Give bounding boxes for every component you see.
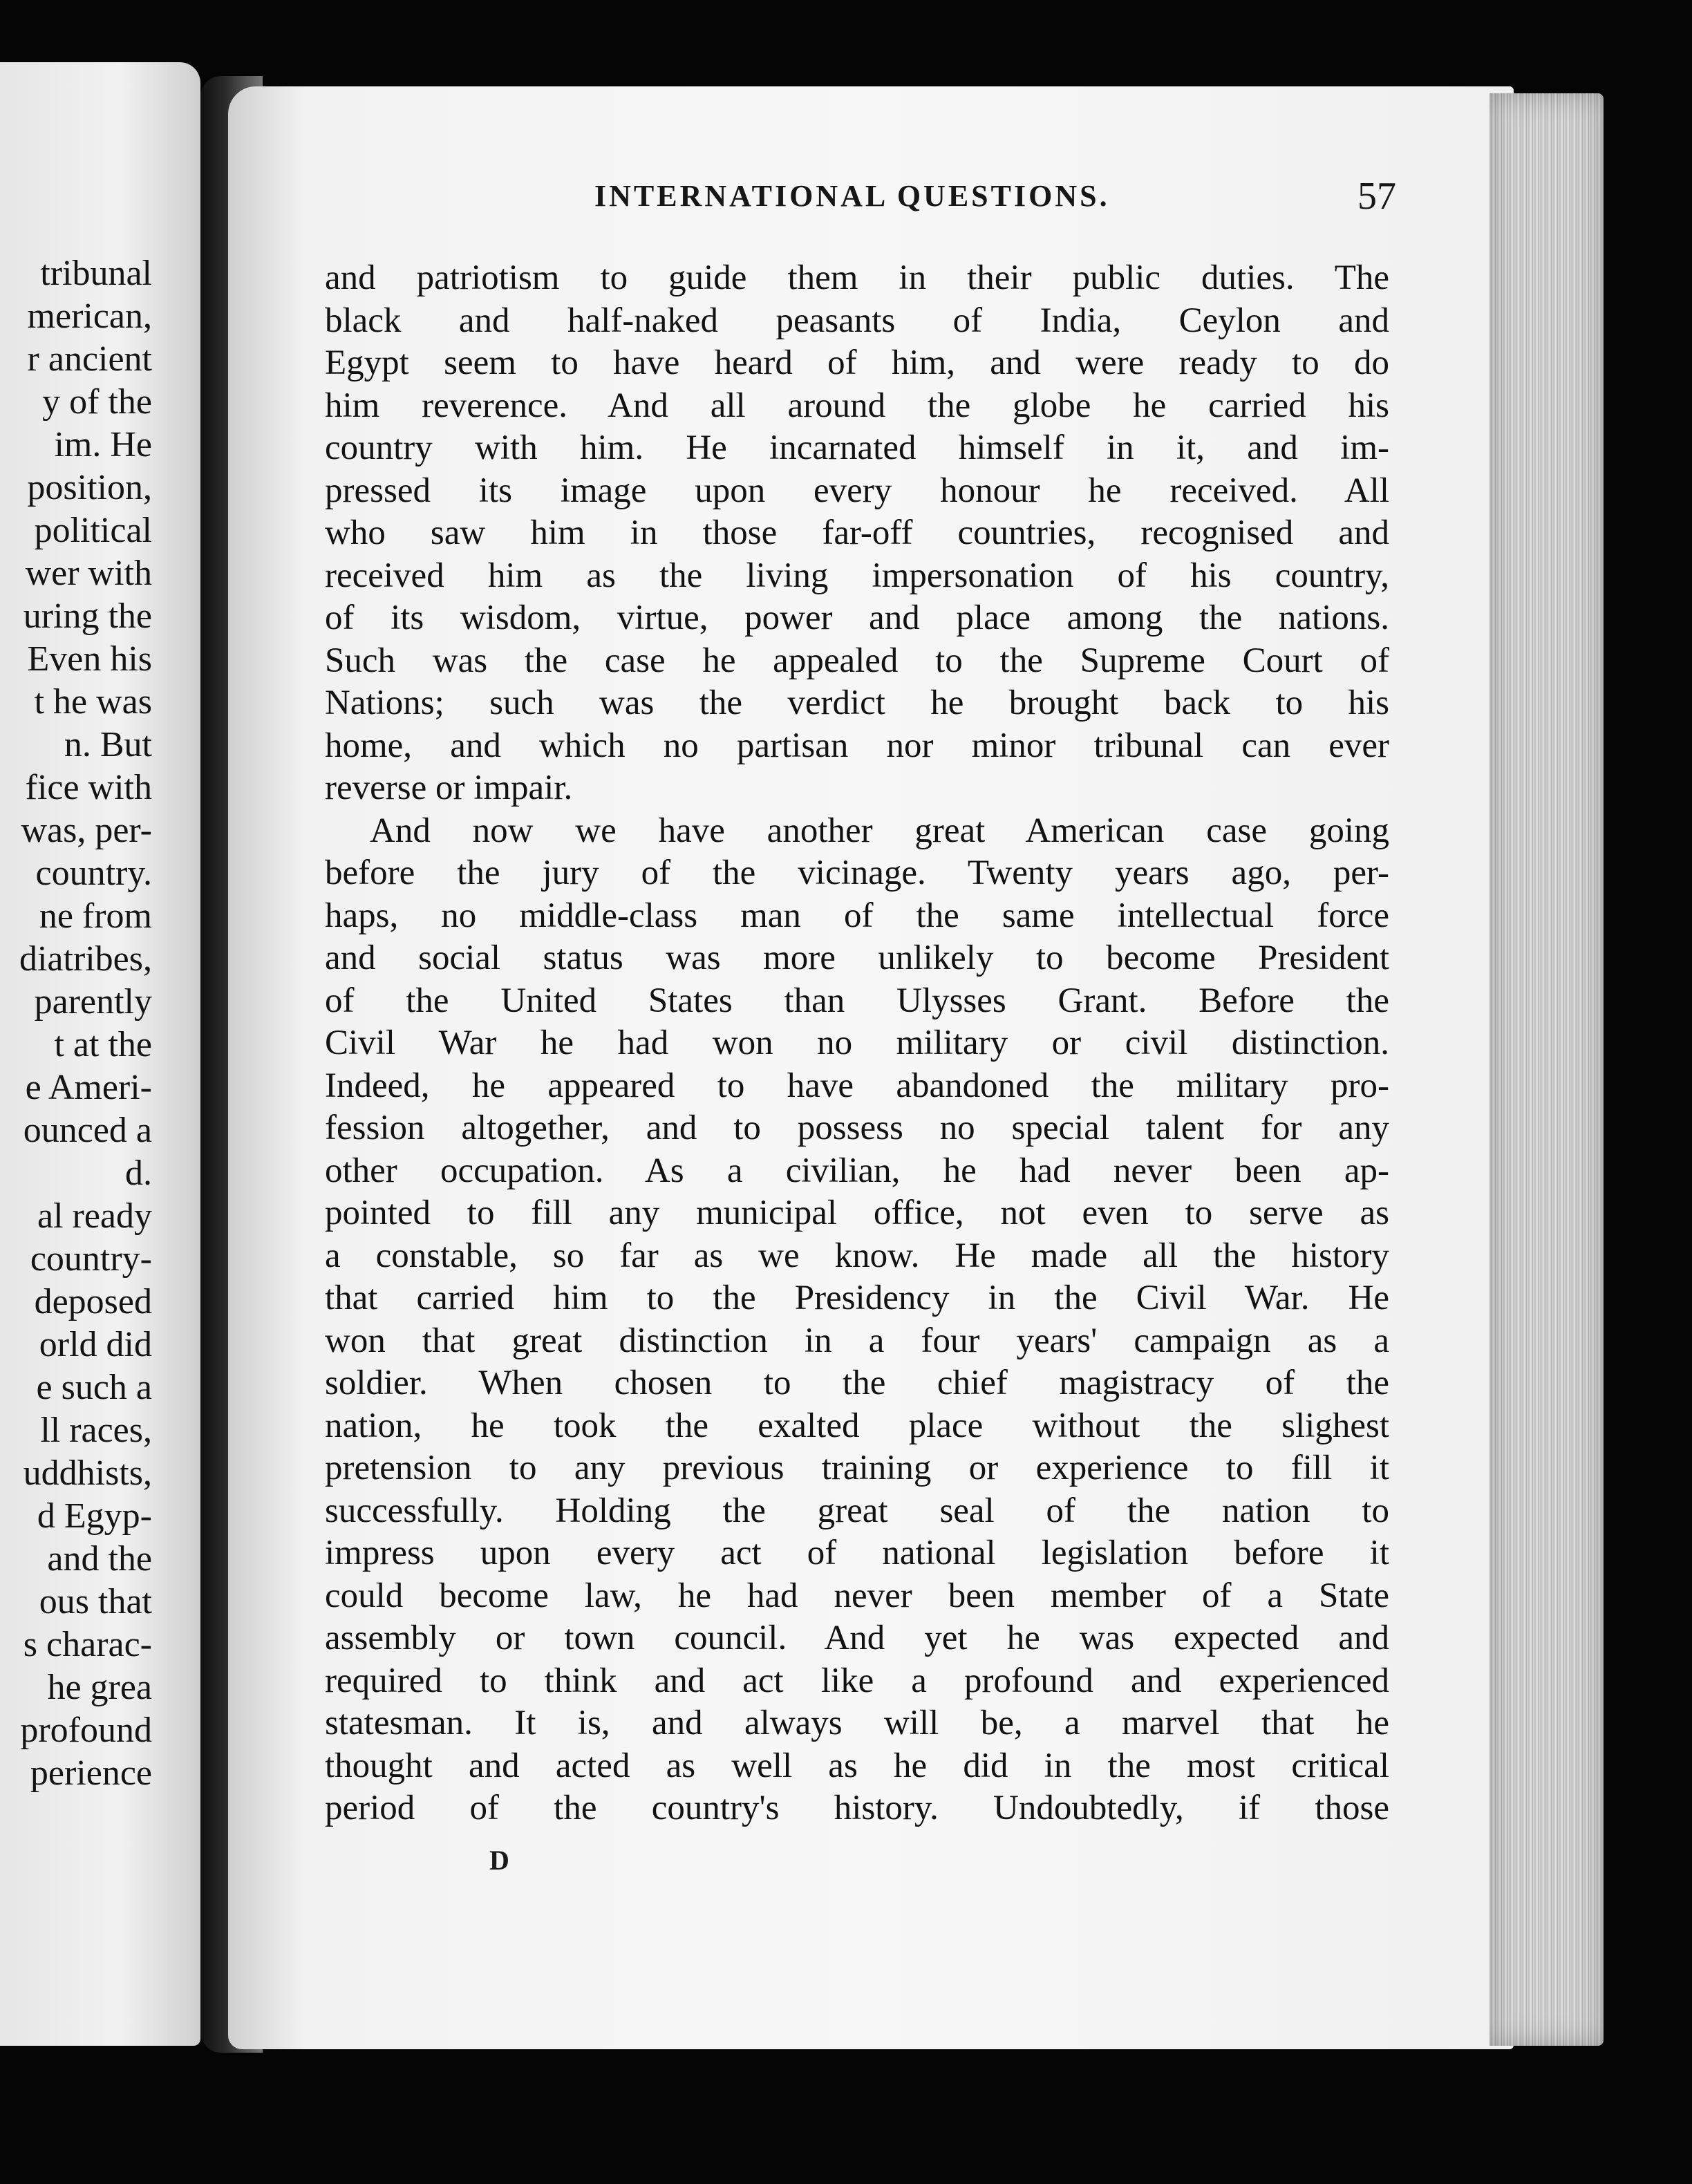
text-line: and social status was more unlikely to become President (325, 939, 1389, 977)
text-line: required to think and act like a profound and experienced (325, 1661, 1389, 1700)
text-line: period of the country's history. Undoubtedly, if those (325, 1789, 1389, 1827)
text-line: a constable, so far as we know. He made all the history (325, 1236, 1389, 1275)
facing-page-line: t at the (54, 1025, 152, 1064)
body-text (325, 257, 1389, 1830)
text-line: Egypt seem to have heard of him, and were ready to do (325, 343, 1389, 382)
text-line: and patriotism to guide them in their public duties. The (325, 258, 1389, 297)
facing-page-line: orld did (39, 1325, 152, 1364)
facing-page-line: parently (34, 982, 152, 1022)
facing-page-line: Even his (27, 639, 152, 679)
text-line: statesman. It is, and always will be, a marvel that he (325, 1704, 1389, 1742)
facing-page-line: country. (35, 854, 152, 893)
facing-page-line: r ancient (27, 339, 152, 379)
facing-page-line: diatribes, (19, 939, 152, 979)
running-head (594, 175, 1396, 234)
text-line: fession altogether, and to possess no special talent for any (325, 1109, 1389, 1147)
text-line: pretension to any previous training or experience to fill it (325, 1449, 1389, 1487)
text-line: that carried him to the Presidency in the Civil War. He (325, 1279, 1389, 1317)
facing-page-line: fice with (25, 768, 152, 807)
text-line: successfully. Holding the great seal of the nation to (325, 1491, 1389, 1530)
text-line: home, and which no partisan nor minor tribunal can ever (325, 726, 1389, 765)
text-line: soldier. When chosen to the chief magistracy of the (325, 1364, 1389, 1402)
text-line: And now we have another great American case going (370, 811, 1389, 850)
facing-page-line: tribunal (40, 254, 152, 293)
facing-page-line: im. He (54, 425, 152, 464)
facing-page-line: ounced a (23, 1111, 152, 1150)
facing-page-line: ous that (39, 1582, 152, 1621)
text-line: Indeed, he appeared to have abandoned the military pro- (325, 1066, 1389, 1105)
text-line: could become law, he had never been member of a State (325, 1576, 1389, 1615)
facing-page-line: d. (125, 1154, 152, 1193)
facing-page-line: y of the (42, 382, 152, 422)
facing-page-line: position, (27, 468, 152, 507)
facing-page-line: he grea (47, 1668, 152, 1707)
text-line: other occupation. As a civilian, he had never been ap- (325, 1151, 1389, 1190)
facing-page-text (0, 252, 152, 1795)
facing-page-line: al ready (37, 1196, 152, 1236)
page-edges (1489, 93, 1604, 2046)
facing-page-line: ll races, (40, 1411, 152, 1450)
text-line: pressed its image upon every honour he received. All (325, 471, 1389, 510)
facing-page-line: deposed (34, 1282, 152, 1321)
facing-page-line: perience (30, 1753, 152, 1793)
text-line: nation, he took the exalted place without the slighest (325, 1406, 1389, 1445)
page-number: 57 (1357, 175, 1396, 218)
facing-page-line: merican, (27, 296, 152, 336)
facing-page-line: d Egyp- (37, 1496, 152, 1536)
facing-page-line: n. But (64, 725, 152, 764)
text-line: haps, no middle-class man of the same intellectual force (325, 896, 1389, 935)
text-line: won that great distinction in a four years' campaign as a (325, 1321, 1389, 1360)
signature-mark: D (489, 1845, 509, 1876)
facing-page-line: uring the (23, 596, 152, 636)
text-line: him reverence. And all around the globe he carried his (325, 386, 1389, 425)
text-line: black and half-naked peasants of India, Ceylon and (325, 301, 1389, 340)
text-line: country with him. He incarnated himself in it, and im- (325, 429, 1389, 467)
text-line: thought and acted as well as he did in the most critical (325, 1746, 1389, 1785)
text-line: of its wisdom, virtue, power and place among the nations. (325, 599, 1389, 637)
text-line: Such was the case he appealed to the Supreme Court of (325, 641, 1389, 680)
facing-page-line: s charac- (23, 1625, 152, 1664)
facing-page-line: t he was (34, 682, 152, 722)
text-line: who saw him in those far-off countries, recognised and (325, 514, 1389, 552)
facing-page-line: was, per- (21, 811, 152, 850)
facing-page-line: ne from (39, 896, 152, 936)
facing-page-line: e Ameri- (25, 1068, 152, 1107)
facing-page-fragment (0, 62, 200, 2046)
text-line: assembly or town council. And yet he was expected and (325, 1619, 1389, 1657)
text-line: Nations; such was the verdict he brought back to his (325, 684, 1389, 722)
facing-page-line: wer with (25, 554, 152, 593)
text-line: of the United States than Ulysses Grant. Before the (325, 981, 1389, 1020)
running-title: INTERNATIONAL QUESTIONS. (594, 179, 1110, 213)
text-line: received him as the living impersonation of his country, (325, 556, 1389, 595)
facing-page-line: political (34, 511, 152, 550)
text-line: impress upon every act of national legislation before it (325, 1534, 1389, 1572)
facing-page-line: uddhists, (23, 1453, 152, 1493)
text-line: Civil War he had won no military or civil distinction. (325, 1024, 1389, 1062)
facing-page-line: country- (30, 1239, 152, 1279)
text-line: before the jury of the vicinage. Twenty years ago, per- (325, 854, 1389, 892)
facing-page-line: and the (47, 1539, 152, 1579)
facing-page-line: e such a (36, 1368, 152, 1407)
text-line: pointed to fill any municipal office, not even to serve as (325, 1194, 1389, 1232)
text-line: reverse or impair. (325, 769, 573, 807)
facing-page-line: profound (20, 1711, 152, 1750)
